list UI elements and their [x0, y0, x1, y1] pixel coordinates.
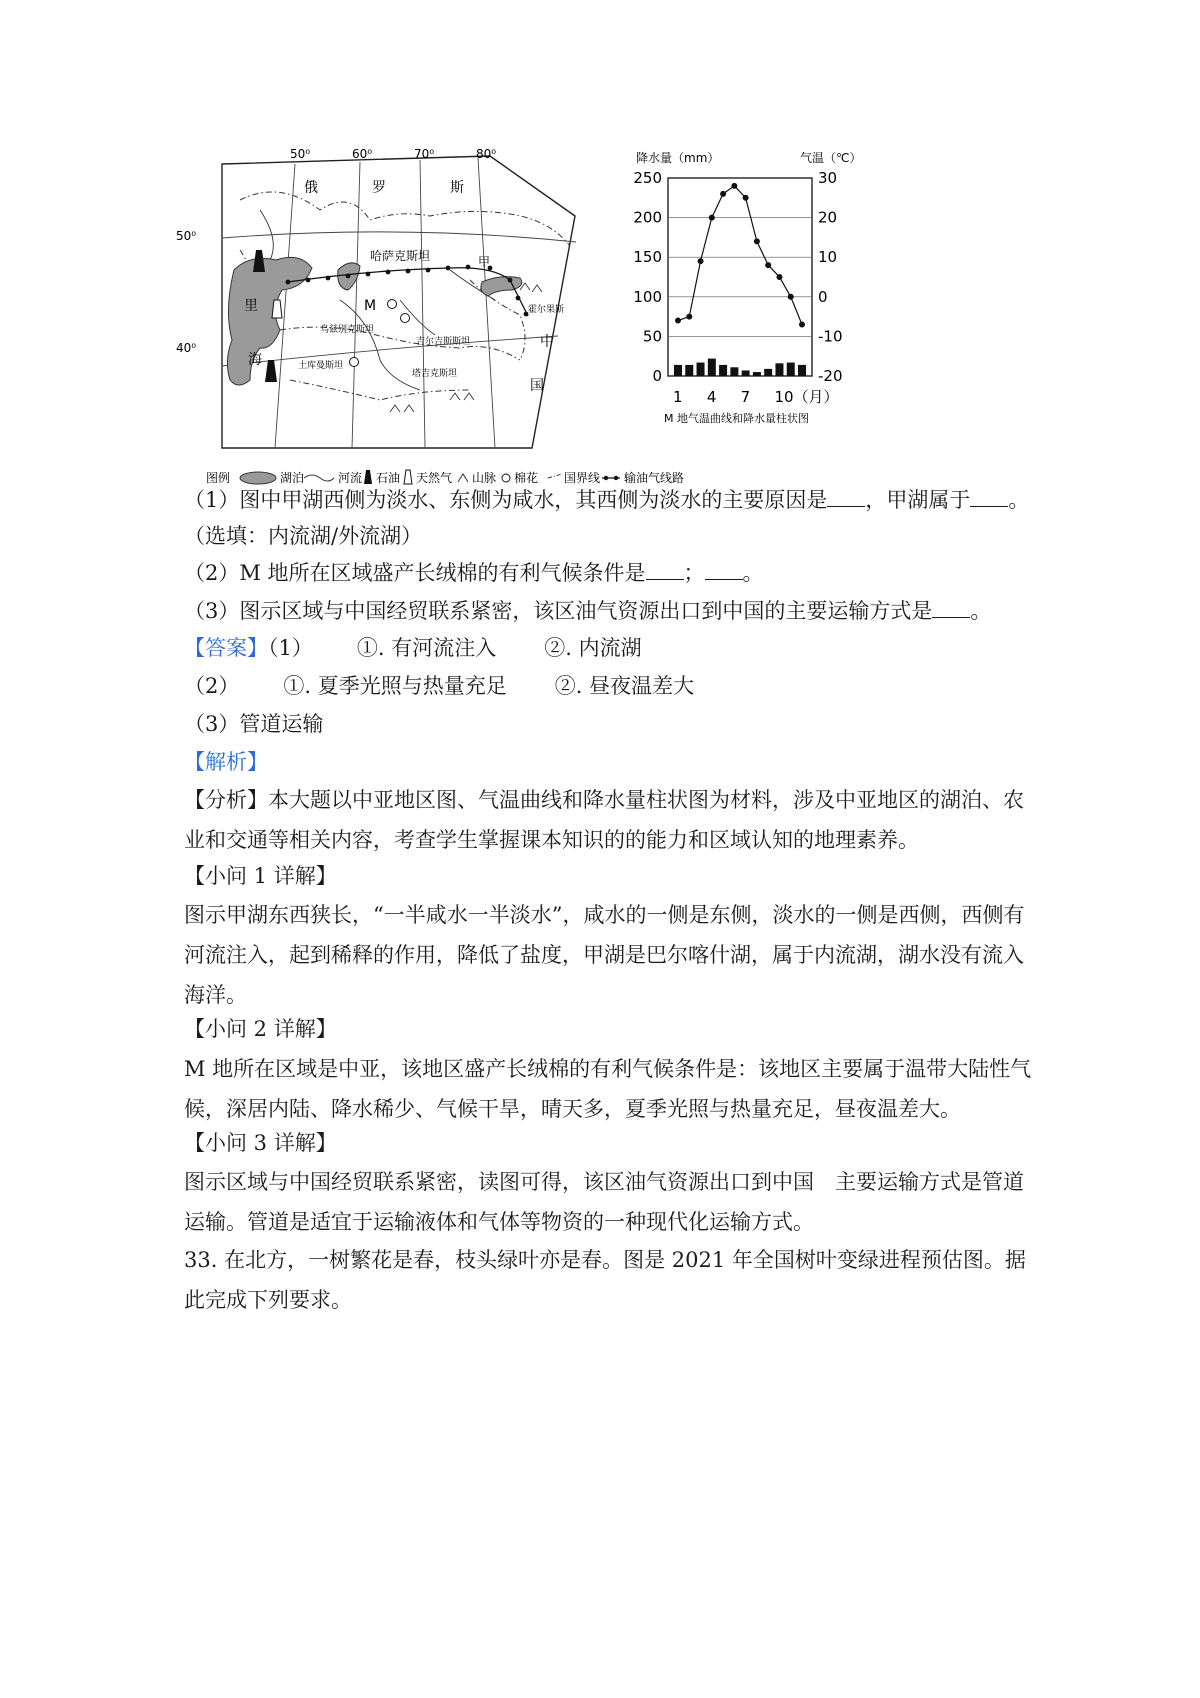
map-label-china-guo: 国: [530, 378, 544, 394]
lat-label-40: 40⁰: [176, 341, 197, 355]
map-label-turkmenistan: 土库曼斯坦: [298, 361, 344, 371]
precipitation-bar: [697, 363, 705, 376]
precipitation-bar: [787, 363, 795, 376]
chart-left-tick: 100: [633, 287, 662, 306]
q2-blank-1[interactable]: [646, 559, 684, 580]
chart-x-tick: 7: [740, 388, 751, 406]
precipitation-bar: [719, 365, 727, 376]
q1-blank-1[interactable]: [827, 486, 865, 507]
map-label-m: M: [364, 298, 377, 314]
map-label-jia: 甲: [478, 255, 491, 269]
chart-right-axis-label: 气温（℃）: [800, 151, 862, 165]
lon-label-60: 60⁰: [352, 147, 373, 161]
map-label-kyrgyzstan: 吉尔吉斯斯坦: [416, 337, 471, 347]
analysis-paragraph-3: 图示区域与中国经贸联系紧密，读图可得，该区油气资源出口到中国 主要运输方式是管道运输。管道是适宜于运输液体和气体等物资的一种现代化运输方式。: [184, 1170, 1024, 1234]
chart-left-tick: 200: [633, 208, 662, 227]
chart-right-tick: 20: [818, 208, 838, 227]
legend-river: 河流: [338, 471, 363, 485]
temperature-point: [754, 238, 760, 244]
answer-3: （3）管道运输: [184, 712, 324, 736]
precipitation-bar: [742, 370, 750, 376]
map-label-horgos: 霍尔果斯: [528, 305, 565, 315]
legend-mountain-icon: [458, 474, 468, 482]
answer-tag: 【答案】: [184, 636, 268, 660]
rivers: [260, 210, 495, 390]
temperature-point: [743, 195, 749, 201]
chart-left-tick: 150: [633, 248, 662, 267]
precipitation-bar: [798, 365, 806, 376]
lon-label-50: 50⁰: [290, 147, 311, 161]
legend-oil: 石油: [376, 471, 401, 485]
q2-text-a: （2）M 地所在区域盛产长绒棉的有利气候条件是: [184, 561, 646, 585]
chart-left-axis-label: 降水量（mm）: [636, 151, 720, 165]
legend-mountain: 山脉: [472, 471, 497, 485]
map-label-russia-e: 俄: [304, 180, 318, 196]
legend-cotton: 棉花: [514, 471, 539, 485]
legend-river-icon: [304, 475, 334, 481]
question-1: [184, 485, 1034, 515]
chart-right-tick: 0: [818, 287, 828, 306]
lake-jia: [481, 277, 522, 296]
answer-1-part-2: ②. 内流湖: [544, 636, 642, 660]
precipitation-bar: [775, 363, 783, 376]
temperature-point: [686, 314, 692, 320]
answer-2-num: （2）: [184, 674, 240, 698]
analysis-tag: 【解析】: [184, 750, 268, 774]
answer-2-part-2: ②. 昼夜温差大: [554, 674, 695, 698]
q2-text-c: 。: [742, 561, 764, 585]
precipitation-bar: [685, 365, 693, 376]
q2-text-b: ；: [683, 561, 705, 585]
temperature-point: [799, 322, 805, 328]
precipitation-bar: [674, 365, 682, 376]
map-label-russia-si: 斯: [450, 180, 464, 196]
map-label-caspian-li: 里: [244, 298, 258, 314]
legend-lake: 湖泊: [280, 471, 305, 485]
answer-1-num: （1）: [268, 636, 313, 660]
gas-symbol: [272, 300, 282, 318]
chart-left-tick: 250: [633, 169, 662, 187]
chart-left-tick: 50: [642, 327, 662, 346]
temperature-point: [720, 191, 726, 197]
precipitation-bar: [753, 372, 761, 376]
q1-text-a: （1）图中甲湖西侧为淡水、东侧为咸水，其西侧为淡水的主要原因是: [184, 488, 828, 512]
analysis-heading-3: 【小问 3 详解】: [184, 1131, 337, 1155]
q1-blank-2[interactable]: [970, 486, 1008, 507]
chart-left-tick: 0: [652, 367, 662, 385]
map-legend: [206, 470, 684, 485]
map-label-uzbekistan: 乌兹别克斯坦: [320, 325, 375, 335]
chart-x-tick: 1: [673, 388, 683, 406]
temperature-point: [731, 183, 737, 189]
chart-right-tick: 10: [818, 248, 838, 267]
chart-right-tick: -10: [818, 327, 843, 346]
analysis-paragraph-1: 图示甲湖东西狭长，“一半咸水一半淡水”，咸水的一侧是东侧，淡水的一侧是西侧，西侧有河流注入，起到稀释的作用，降低了盐度，甲湖是巴尔喀什湖，属于内流湖，湖水没有流入海洋。: [184, 903, 1025, 1007]
lon-label-80: 80⁰: [476, 147, 497, 161]
lon-label-70: 70⁰: [414, 147, 435, 161]
legend-border: 国界线: [564, 471, 601, 485]
chart-plot-frame: [668, 178, 812, 376]
climate-chart: [628, 150, 878, 490]
q1-text-b: ，甲湖属于: [865, 488, 971, 512]
answer-1-part-1: ①. 有河流注入: [356, 636, 497, 660]
chart-right-tick: -20: [818, 367, 843, 385]
temperature-line: [678, 186, 802, 325]
question-2: [184, 558, 1034, 588]
map-label-tajikistan: 塔吉克斯坦: [412, 369, 458, 379]
legend-cotton-icon: [502, 474, 510, 482]
chart-x-tick: 10（月）: [774, 388, 839, 406]
map-label-kazakhstan: 哈萨克斯坦: [370, 249, 431, 263]
legend-lake-icon: [240, 472, 276, 484]
temperature-point: [788, 294, 794, 300]
temperature-point: [765, 262, 771, 268]
question-1-options: （选填：内流湖/外流湖）: [184, 524, 423, 548]
temperature-point: [776, 274, 782, 280]
q2-blank-2[interactable]: [705, 559, 743, 580]
answer-2: [184, 671, 1034, 701]
answer-2-part-1: ①. 夏季光照与热量充足: [283, 674, 507, 698]
q3-text-a: （3）图示区域与中国经贸联系紧密，该区油气资源出口到中国的主要运输方式是: [184, 599, 933, 623]
legend-pipeline: 输油气线路: [624, 471, 685, 485]
analysis-intro: 【分析】本大题以中亚地区图、气温曲线和降水量柱状图为材料，涉及中亚地区的湖泊、农业和交通等相关内容，考查学生掌握课本知识的的能力和区域认知的地理素养。: [184, 788, 1024, 852]
temperature-point: [675, 318, 681, 324]
analysis-paragraph-2: M 地所在区域是中亚，该地区盛产长绒棉的有利气候条件是：该地区主要属于温带大陆性气候，深居内陆、降水稀少、气候干旱，晴天多，夏季光照与热量充足，昼夜温差大。: [184, 1057, 1032, 1121]
analysis-heading-1: 【小问 1 详解】: [184, 864, 337, 888]
q1-text-c: 。: [1008, 488, 1030, 512]
question-3: [184, 596, 1034, 626]
chart-right-tick: 30: [818, 169, 838, 187]
precipitation-bar: [708, 359, 716, 376]
lat-label-50: 50⁰: [176, 229, 197, 243]
legend-oil-icon: [364, 470, 372, 484]
chart-x-tick: 4: [706, 388, 717, 406]
temperature-point: [709, 215, 715, 221]
q3-blank-1[interactable]: [932, 597, 970, 618]
legend-title: 图例: [206, 471, 231, 485]
next-question-33: 33. 在北方，一树繁花是春，枝头绿叶亦是春。图是 2021 年全国树叶变绿进程预估图。据此完成下列要求。: [184, 1248, 1026, 1312]
precipitation-bar: [764, 369, 772, 376]
temperature-point: [698, 258, 704, 264]
map-label-china-zhong: 中: [540, 334, 554, 350]
q3-text-b: 。: [970, 599, 992, 623]
chart-caption: M 地气温曲线和降水量柱状图: [664, 412, 809, 425]
map-label-russia-luo: 罗: [372, 180, 386, 196]
legend-gas-icon: [404, 470, 412, 484]
border-lines: [240, 192, 570, 400]
precipitation-bar: [730, 367, 738, 376]
legend-border-icon: [548, 474, 562, 478]
map-label-caspian-hai: 海: [248, 352, 262, 368]
analysis-heading-2: 【小问 2 详解】: [184, 1017, 337, 1041]
answer-1: [184, 633, 1034, 663]
legend-gas: 天然气: [416, 471, 453, 485]
